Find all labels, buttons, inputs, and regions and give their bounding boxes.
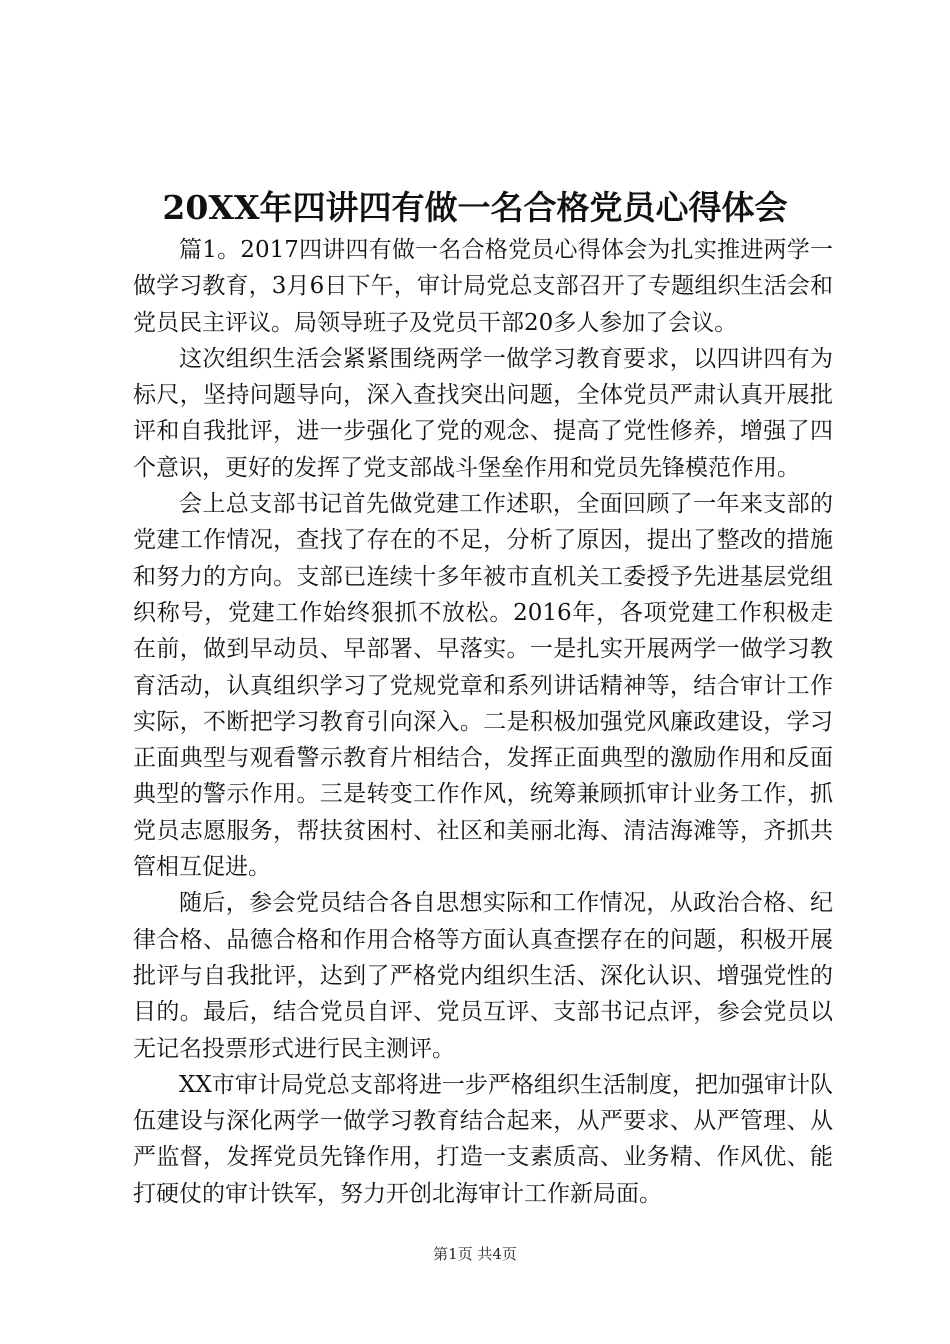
paragraph-2: 这次组织生活会紧紧围绕两学一做学习教育要求，以四讲四有为标尺，坚持问题导向，深入查找突出问题，全体党员严肃认真开展批评和自我批评，进一步强化了党的观念、提高了党性修养，增强了四个意识，更好的发挥了党支部战斗堡垒作用和党员先锋模范作用。 bbox=[133, 345, 833, 481]
paragraph-4: 随后，参会党员结合各自思想实际和工作情况，从政治合格、纪律合格、品德合格和作用合格等方面认真查摆存在的问题，积极开展批评与自我批评，达到了严格党内组织生活、深化认识、增强党性的目的。最后，结合党员自评、党员互评、支部书记点评，参会党员以无记名投票形式进行民主测评。 bbox=[133, 890, 833, 1062]
document-title: 20XX年四讲四有做一名合格党员心得体会 bbox=[162, 188, 788, 227]
document-body bbox=[133, 232, 833, 1212]
paragraph-3: 会上总支部书记首先做党建工作述职，全面回顾了一年来支部的党建工作情况，查找了存在的不足，分析了原因，提出了整改的措施和努力的方向。支部已连续十多年被市直机关工委授予先进基层党组织称号，党建工作始终狠抓不放松。2016年，各项党建工作积极走在前，做到早动员、早部署、早落实。一是扎实开展两学一做学习教育活动，认真组织学习了党规党章和系列讲话精神等，结合审计工作实际，不断把学习教育引向深入。二是积极加强党风廉政建设，学习正面典型与观看警示教育片相结合，发挥正面典型的激励作用和反面典型的警示作用。三是转变工作作风，统筹兼顾抓审计业务工作，抓党员志愿服务，帮扶贫困村、社区和美丽北海、清洁海滩等，齐抓共管相互促进。 bbox=[133, 491, 833, 881]
paragraph-5: XX市审计局党总支部将进一步严格组织生活制度，把加强审计队伍建设与深化两学一做学习教育结合起来，从严要求、从严管理、从严监督，发挥党员先锋作用，打造一支素质高、业务精、作风优、能打硬仗的审计铁军，努力开创北海审计工作新局面。 bbox=[133, 1071, 833, 1207]
page-number-footer: 第1页 共4页 bbox=[433, 1245, 517, 1263]
paragraph-1: 篇1。2017四讲四有做一名合格党员心得体会为扎实推进两学一做学习教育，3月6日下午，审计局党总支部召开了专题组织生活会和党员民主评议。局领导班子及党员干部20多人参加了会议。 bbox=[133, 237, 833, 336]
